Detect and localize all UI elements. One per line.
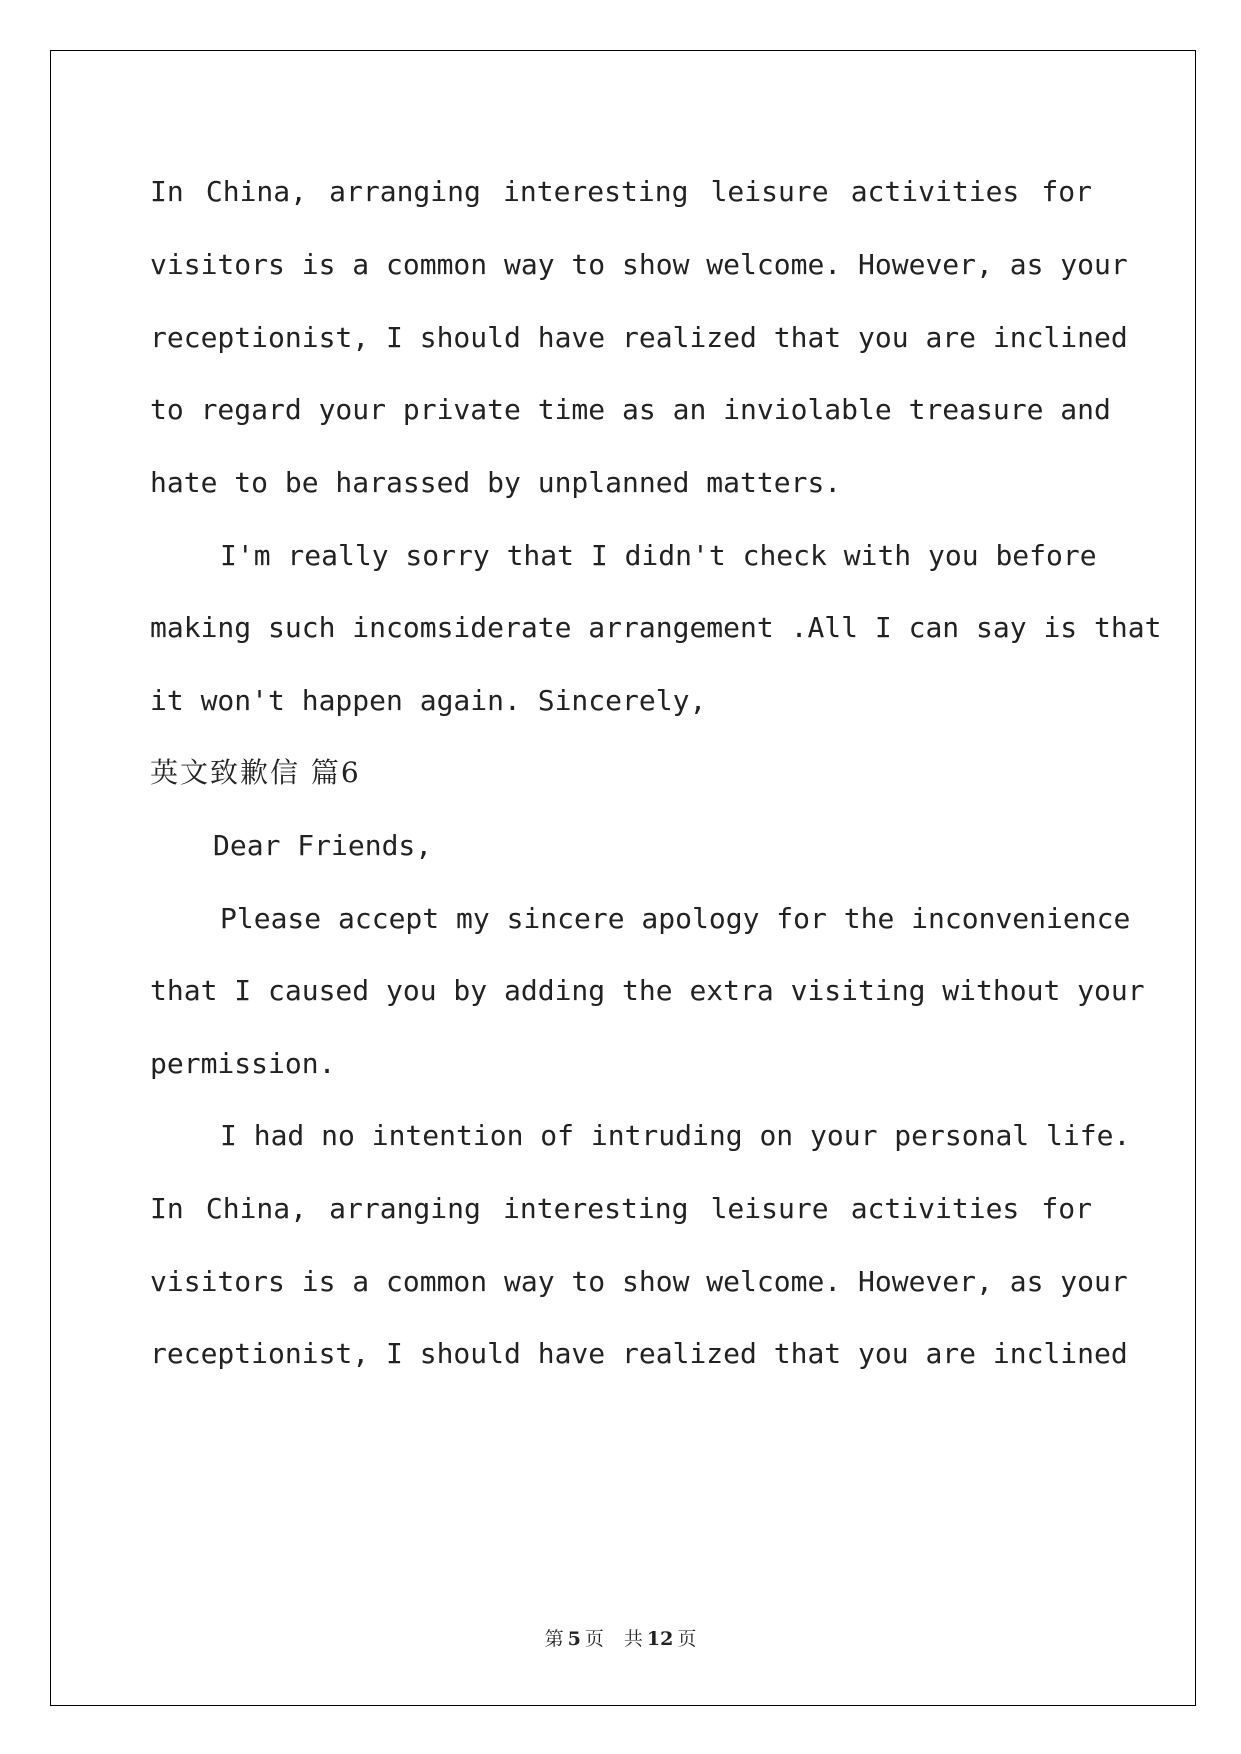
text-line: receptionist, I should have realized that you are inclined (150, 1337, 1128, 1370)
paragraph-first-line: I'm really sorry that I didn't check with you before (220, 539, 1097, 572)
text-line: to regard your private time as an inviolable treasure and (150, 393, 1111, 426)
footer-page-prefix: 第 (544, 1628, 564, 1650)
section-heading: 英文致歉信 篇6 (150, 756, 361, 789)
text-line: visitors is a common way to show welcome. However, as your (150, 1265, 1128, 1298)
footer-total-suffix: 页 (677, 1628, 697, 1650)
page-border (50, 50, 1196, 1706)
text-line: In China, arranging interesting leisure activities for (150, 175, 1092, 208)
footer-total-pages: 12 (646, 1628, 674, 1650)
footer-total-prefix: 共 (623, 1628, 643, 1650)
paragraph-first-line: I had no intention of intruding on your personal life. (220, 1119, 1131, 1152)
page-footer (0, 1624, 1241, 1651)
text-line: receptionist, I should have realized that you are inclined (150, 321, 1128, 354)
text-line: that I caused you by adding the extra visiting without your (150, 974, 1145, 1007)
text-line: it won't happen again. Sincerely, (150, 684, 707, 717)
text-line: visitors is a common way to show welcome. However, as your (150, 248, 1128, 281)
text-line: hate to be harassed by unplanned matters. (150, 466, 842, 499)
footer-page-suffix: 页 (584, 1628, 604, 1650)
text-line: making such incomsiderate arrangement .All I can say is that (150, 611, 1162, 644)
paragraph-first-line: Please accept my sincere apology for the inconvenience (220, 902, 1131, 935)
text-line: permission. (150, 1047, 336, 1080)
footer-page-number: 5 (567, 1628, 581, 1650)
text-line: In China, arranging interesting leisure activities for (150, 1192, 1092, 1225)
salutation: Dear Friends, (213, 829, 433, 862)
